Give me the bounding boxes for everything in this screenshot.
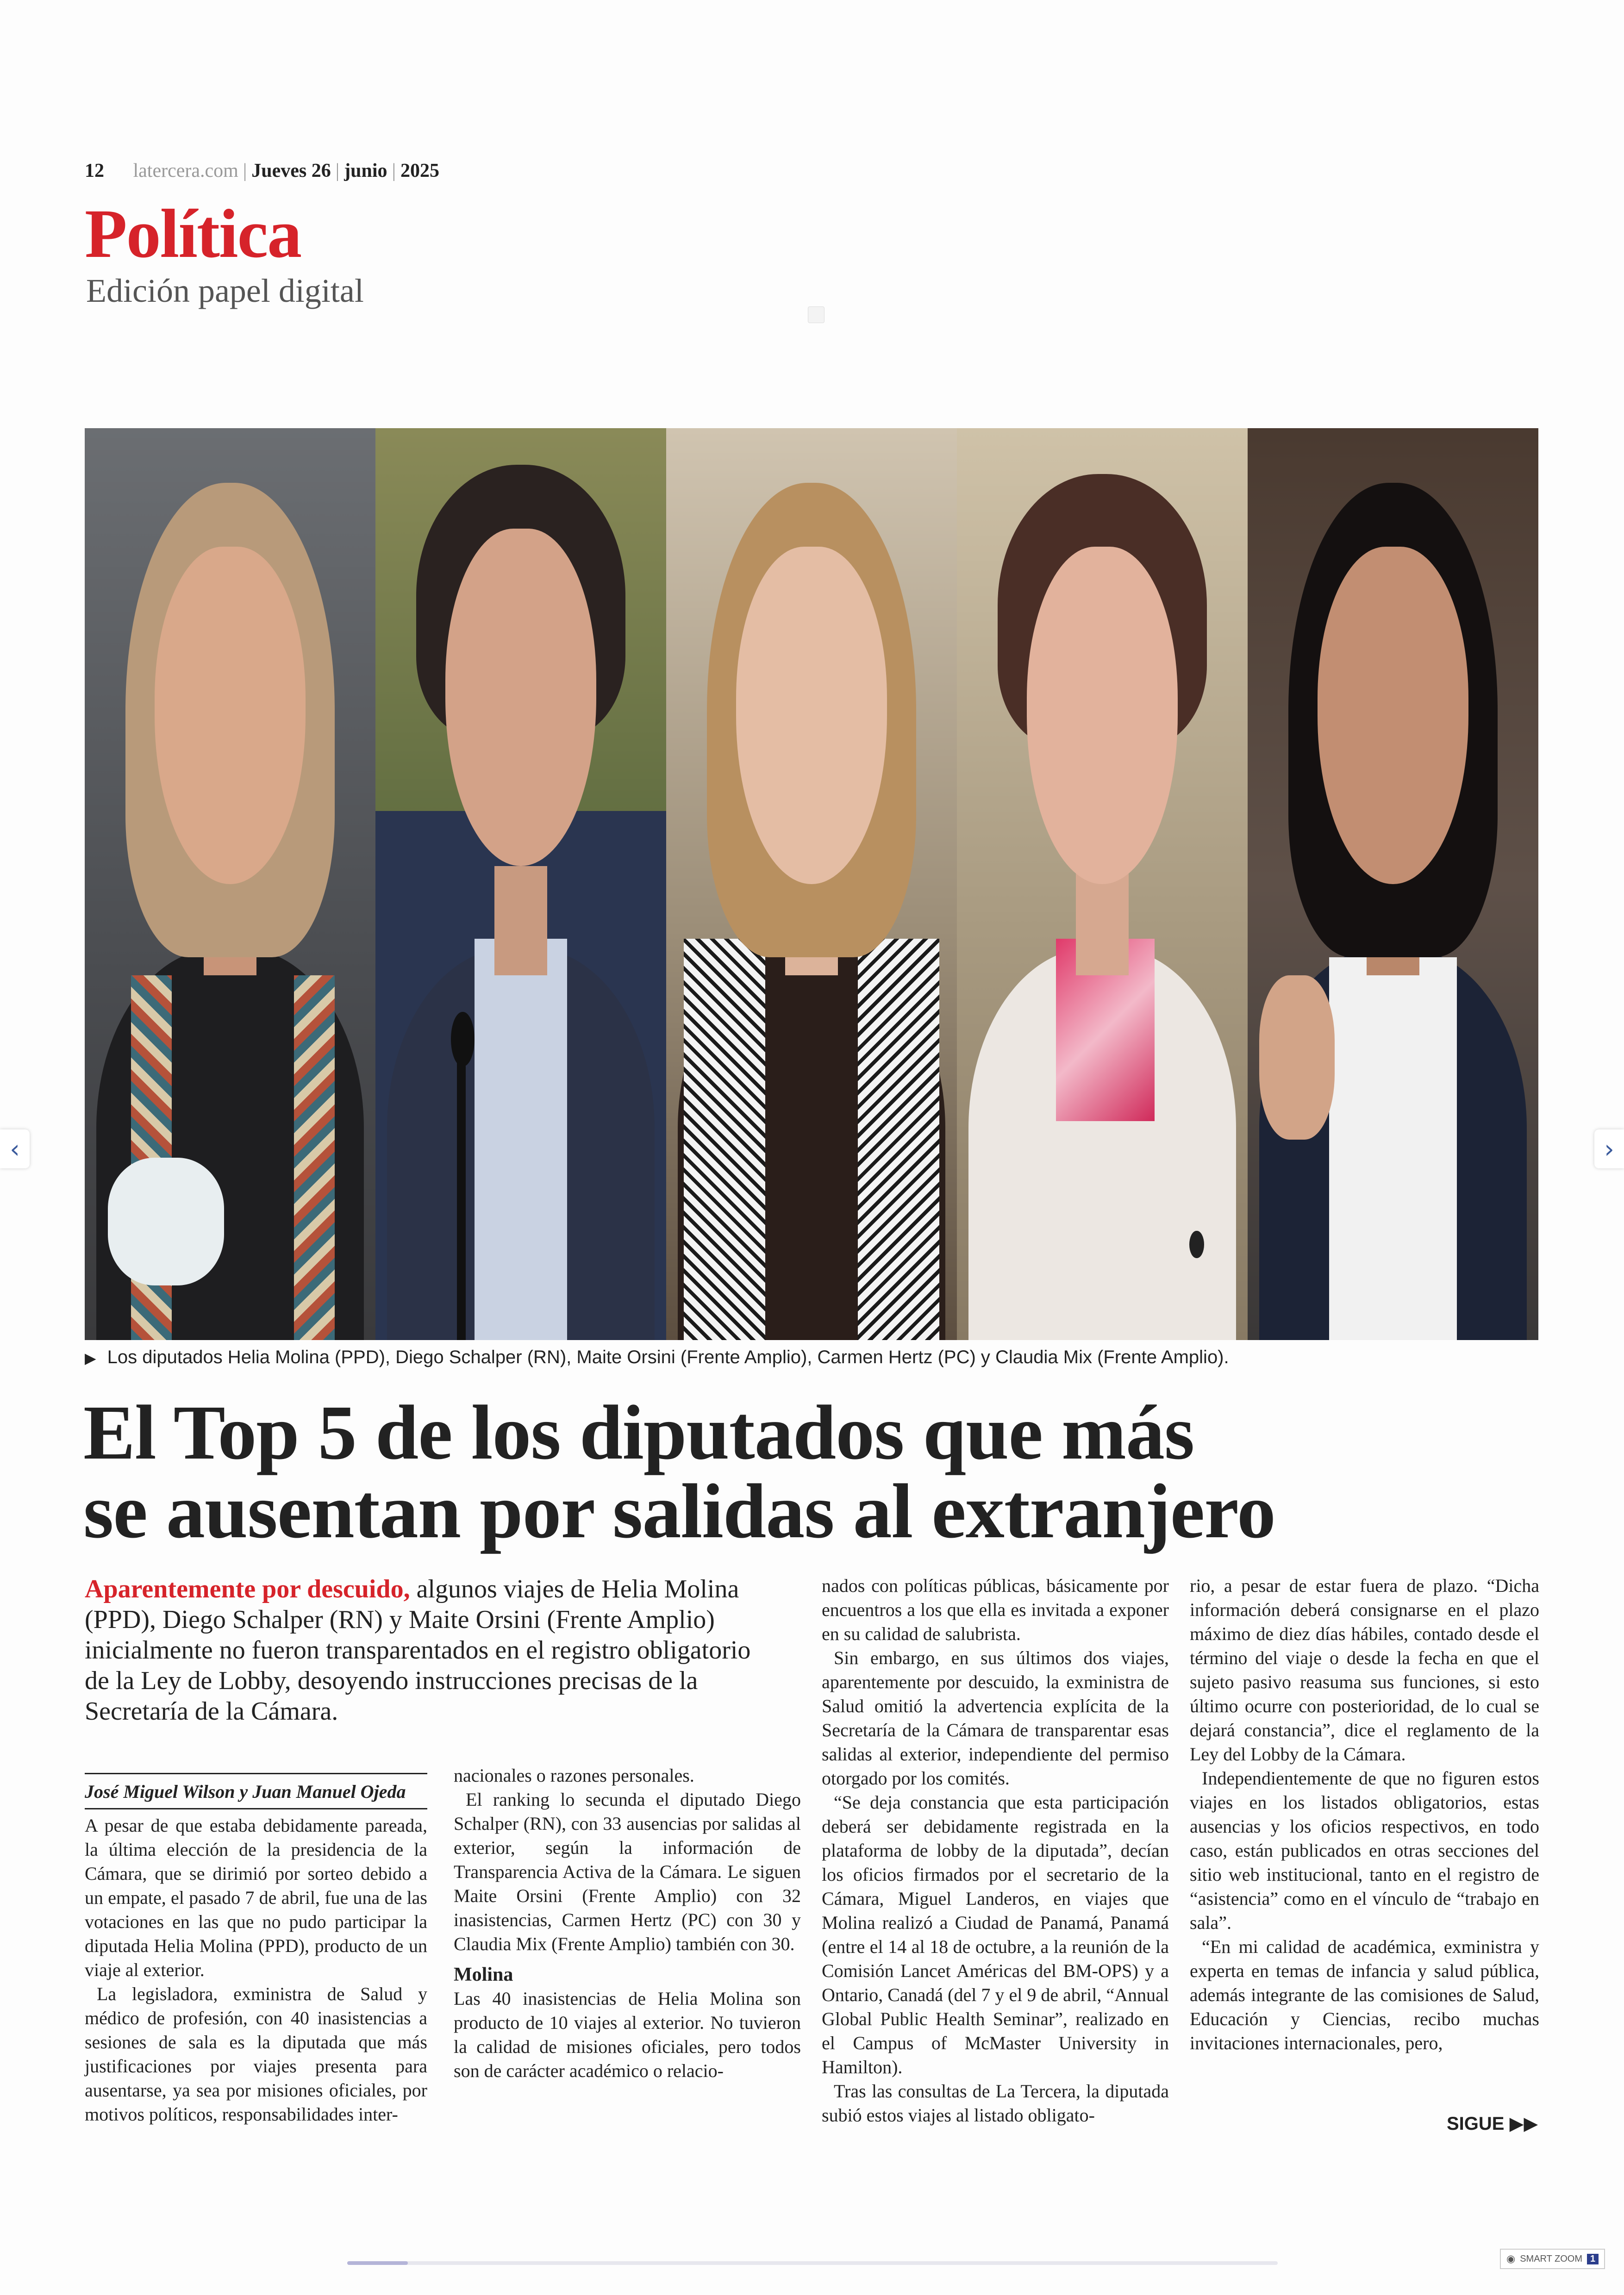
chevron-right-icon: › bbox=[1604, 1134, 1614, 1164]
folio-month: junio bbox=[344, 160, 387, 181]
paragraph: A pesar de que estaba debidamente pareada, la última elección de la presidencia de la Cámara, que se dirimió por sorteo debido a un empate, el pasado 7 de abril, fue una de las votaciones en las que no pudo participar la diputada Helia Molina (PPD), producto de un viaje al exterior. bbox=[85, 1815, 427, 1980]
paragraph: “En mi calidad de académica, exministra y experta en temas de infancia y salud pública, además integrante de las comisiones de Salud, Educación y Ciencias, recibo muchas invitaciones internacionales, pero, bbox=[1190, 1936, 1539, 2053]
site-name: latercera.com bbox=[133, 160, 238, 181]
paragraph: “Se deja constancia que esta participación deberá ser debidamente registrada en la plataforma de lobby de la diputada”, decían los oficios firmados por el secretario de la Cámara, Miguel Landeros, en viajes que Molina realizó a Ciudad de Panamá, Panamá (entre el 14 al 18 de octubre, a la reunión de la Comisión Lancet Américas del BM-OPS) y a Ontario, Canadá (del 7 y el 9 de abril, “Annual Global Public Health Seminar”, realizado en el Campus of McMaster University in Hamilton). bbox=[822, 1792, 1169, 2077]
page-progress-bar[interactable] bbox=[347, 2261, 1278, 2265]
article-lead bbox=[85, 1574, 765, 1727]
paragraph: rio, a pesar de estar fuera de plazo. “Dicha información deberá consignarse en el plazo máximo de diez días hábiles, contado desde el término del viaje o desde la fecha en que el sujeto pasivo reasuma sus funciones, si esto último ocurre con posterioridad, de lo cual se dejará constancia”, dice el reglamento de la Ley del Lobby de la Cámara. bbox=[1190, 1575, 1539, 1765]
body-column-2 bbox=[454, 1764, 801, 2083]
paragraph: Tras las consultas de La Tercera, la diputada subió estos viajes al listado obligato- bbox=[822, 2081, 1169, 2126]
section-title: Política bbox=[85, 195, 301, 272]
continue-label[interactable]: SIGUE ▶▶ bbox=[1447, 2114, 1538, 2134]
portrait-diego-schalper bbox=[375, 428, 666, 1340]
eye-icon: ◉ bbox=[1506, 2253, 1516, 2264]
chevron-left-icon: ‹ bbox=[10, 1134, 20, 1164]
subhead: Molina bbox=[454, 1964, 513, 1985]
lead-kicker: Aparentemente por descuido, bbox=[85, 1575, 410, 1603]
paragraph: La legisladora, exministra de Salud y médico de profesión, con 40 inasistencias a sesiones de sala es la diputada que más justificaciones por viajes presenta para ausentarse, ya sea por misiones oficiales, por motivos políticos, responsabilidades inter- bbox=[85, 1983, 427, 2125]
page-number: 12 bbox=[85, 160, 104, 181]
smart-zoom-page: 1 bbox=[1587, 2254, 1599, 2264]
paragraph: Independientemente de que no figuren estos viajes en los listados obligatorios, estas ausencias y los oficios respectivos, en todo caso, están publicados en otras secciones del sitio web institucional, tanto en el registro de “asistencia” como en el vínculo de “trabajo en sala”. bbox=[1190, 1768, 1539, 1933]
photo-caption-text: Los diputados Helia Molina (PPD), Diego Schalper (RN), Maite Orsini (Frente Amplio), Carmen Hertz (PC) y Claudia Mix (Frente Amplio). bbox=[107, 1347, 1229, 1367]
portrait-carmen-hertz bbox=[957, 428, 1248, 1340]
section-subtitle: Edición papel digital bbox=[86, 272, 364, 309]
photo-strip bbox=[85, 428, 1538, 1340]
byline: José Miguel Wilson y Juan Manuel Ojeda bbox=[85, 1773, 427, 1809]
headline-line-2: se ausentan por salidas al extranjero bbox=[83, 1468, 1275, 1554]
paragraph: nados con políticas públicas, básicamente por encuentros a los que ella es invitada a exponer en su calidad de salubrista. bbox=[822, 1575, 1169, 1644]
photo-caption bbox=[85, 1347, 1229, 1368]
body-column-4 bbox=[1190, 1574, 1539, 2055]
page-progress-fill bbox=[347, 2261, 408, 2265]
folio-date: Jueves 26 bbox=[251, 160, 331, 181]
previous-page-button[interactable] bbox=[0, 1129, 30, 1168]
smart-zoom-label: SMART ZOOM bbox=[1520, 2253, 1583, 2264]
lead-text: algunos viajes de Helia Molina (PPD), Diego Schalper (RN) y Maite Orsini (Frente Amplio) inicialmente no fueron transparentados en el registro obligatorio de la Ley de Lobby, desoyendo instrucciones precisas de la Secretaría de la Cámara. bbox=[85, 1575, 751, 1726]
portrait-maite-orsini bbox=[666, 428, 957, 1340]
paragraph: Las 40 inasistencias de Helia Molina son producto de 10 viajes al exterior. No tuvieron la calidad de misiones oficiales, pero todos son de carácter académico o relacio- bbox=[454, 1988, 801, 2081]
page-marker-icon bbox=[808, 306, 824, 323]
folio: 12 latercera.com | Jueves 26 | junio | 2025 bbox=[85, 160, 439, 181]
smart-zoom-button[interactable] bbox=[1500, 2249, 1605, 2269]
portrait-claudia-mix bbox=[1248, 428, 1538, 1340]
caption-triangle-icon: ▶ bbox=[85, 1350, 96, 1366]
folio-year: 2025 bbox=[400, 160, 439, 181]
headline-line-1: El Top 5 de los diputados que más bbox=[83, 1390, 1194, 1476]
body-column-1 bbox=[85, 1814, 427, 2127]
portrait-helia-molina bbox=[85, 428, 375, 1340]
next-page-button[interactable] bbox=[1594, 1129, 1624, 1168]
body-column-3 bbox=[822, 1574, 1169, 2127]
paragraph: El ranking lo secunda el diputado Diego Schalper (RN), con 33 ausencias por salidas al exterior, según la información de Transparencia Activa de la Cámara. Le siguen Maite Orsini (Frente Amplio) con 32 inasistencias, Carmen Hertz (PC) con 30 y Claudia Mix (Frente Amplio) también con 30. bbox=[454, 1789, 801, 1954]
paragraph: nacionales o razones personales. bbox=[454, 1765, 694, 1786]
article-headline bbox=[83, 1390, 1542, 1554]
paragraph: Sin embargo, en sus últimos dos viajes, aparentemente por descuido, la exministra de Salud omitió la advertencia explícita de la Secretaría de la Cámara de transparentar esas salidas al exterior, independiente del permiso otorgado por los comités. bbox=[822, 1647, 1169, 1789]
